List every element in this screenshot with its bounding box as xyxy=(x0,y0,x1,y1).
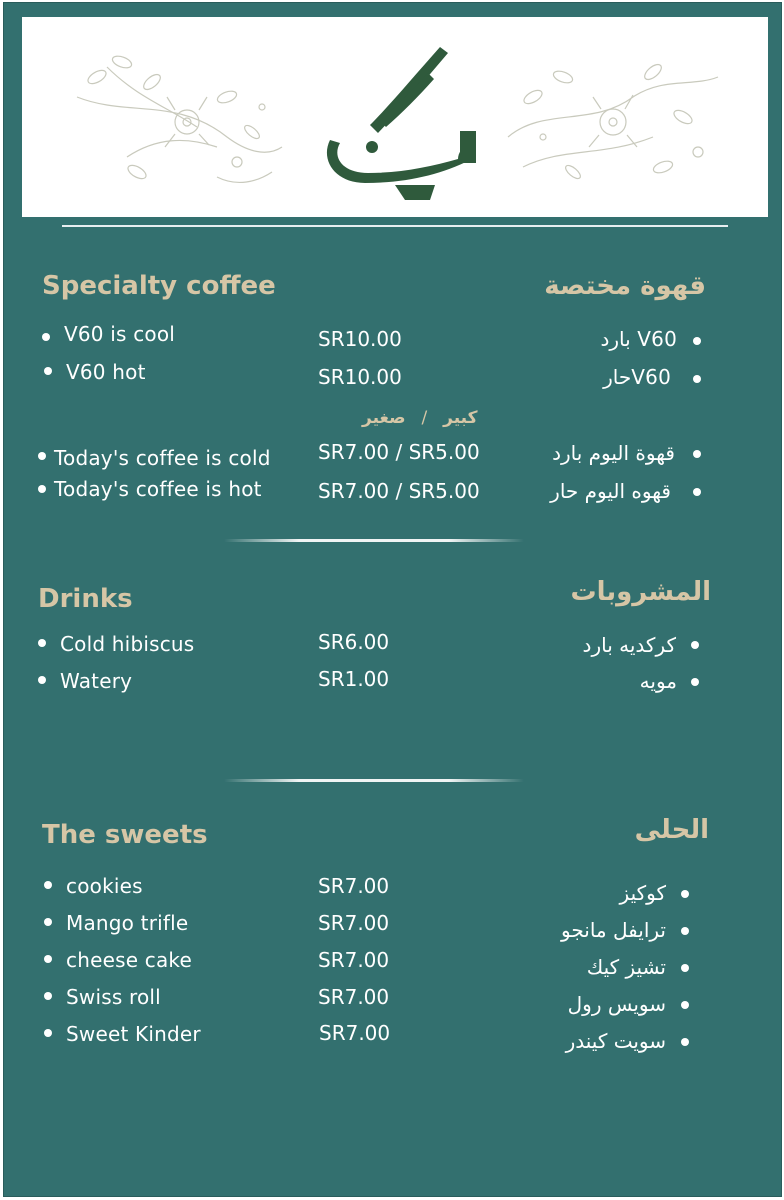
item-price: SR1.00 xyxy=(318,667,390,691)
item-name-ar: ترايفل مانجو xyxy=(561,918,666,942)
item-price: SR7.00 xyxy=(318,985,390,1009)
item-name-en: Swiss roll xyxy=(66,985,161,1009)
item-name-en: Sweet Kinder xyxy=(66,1022,201,1046)
bullet-icon xyxy=(44,1029,52,1037)
item-name-en: Today's coffee is cold xyxy=(54,446,271,470)
item-name-ar: قهوة اليوم بارد xyxy=(552,441,675,465)
bullet-icon xyxy=(38,639,46,647)
bullet-icon xyxy=(44,955,52,963)
item-price: SR7.00 xyxy=(319,1021,391,1045)
bullet-icon xyxy=(44,881,52,889)
floral-ornament-left xyxy=(67,37,287,197)
bullet-icon xyxy=(681,890,689,898)
item-name-en: V60 hot xyxy=(66,360,146,384)
item-name-ar: كوكيز xyxy=(619,881,666,905)
menu-page xyxy=(3,2,782,1197)
brand-logo xyxy=(310,35,490,205)
header-divider xyxy=(62,225,728,227)
size-small-label: صغير xyxy=(362,408,406,428)
bullet-icon xyxy=(681,964,689,972)
item-name-ar: مويه xyxy=(639,669,677,693)
bullet-icon xyxy=(681,927,689,935)
item-price: SR7.00 xyxy=(318,874,390,898)
floral-ornament-right xyxy=(503,37,723,197)
section-title-sweets-ar: الحلى xyxy=(634,815,709,845)
item-name-ar: V60حار xyxy=(603,365,671,389)
item-name-ar: قهوه اليوم حار xyxy=(550,479,671,503)
bullet-icon xyxy=(691,678,699,686)
item-name-ar: تشيز كيك xyxy=(586,955,666,979)
bullet-icon xyxy=(693,375,701,383)
item-name-en: Cold hibiscus xyxy=(60,632,195,656)
bullet-icon xyxy=(44,918,52,926)
item-name-ar: كركديه بارد xyxy=(582,633,676,657)
item-price: SR7.00 / SR5.00 xyxy=(318,479,480,503)
item-name-en: Watery xyxy=(60,669,133,693)
bullet-icon xyxy=(681,1001,689,1009)
item-price: SR7.00 xyxy=(318,948,390,972)
item-name-ar: V60 بارد xyxy=(600,327,677,351)
item-name-ar: سويت كيندر xyxy=(565,1029,666,1053)
header-banner xyxy=(22,17,768,217)
section-title-sweets-en: The sweets xyxy=(42,820,208,850)
size-large-label: كبير xyxy=(443,408,478,428)
bullet-icon xyxy=(691,641,699,649)
item-name-en: cookies xyxy=(66,874,143,898)
bullet-icon xyxy=(38,485,46,493)
item-name-en: Mango trifle xyxy=(66,911,189,935)
bullet-icon xyxy=(44,992,52,1000)
bullet-icon xyxy=(681,1038,689,1046)
item-name-en: V60 is cool xyxy=(64,322,176,346)
bullet-icon xyxy=(693,488,701,496)
section-title-drinks-ar: المشروبات xyxy=(570,577,711,607)
item-name-en: Today's coffee is hot xyxy=(54,477,262,501)
item-price: SR7.00 / SR5.00 xyxy=(318,440,480,464)
item-price: SR6.00 xyxy=(318,630,390,654)
bullet-icon xyxy=(693,450,701,458)
size-separator: / xyxy=(421,408,428,428)
section-title-coffee-en: Specialty coffee xyxy=(42,271,276,301)
bullet-icon xyxy=(38,452,46,460)
bullet-icon xyxy=(42,333,50,341)
bullet-icon xyxy=(38,676,46,684)
section-divider xyxy=(224,779,524,782)
item-name-ar: سويس رول xyxy=(567,992,666,1016)
item-price: SR10.00 xyxy=(318,365,402,389)
bullet-icon xyxy=(44,367,52,375)
section-divider xyxy=(224,539,524,542)
item-price: SR7.00 xyxy=(318,911,390,935)
size-labels xyxy=(346,408,477,428)
section-title-coffee-ar: قهوة مختصة xyxy=(544,271,706,301)
bullet-icon xyxy=(693,337,701,345)
item-name-en: cheese cake xyxy=(66,948,192,972)
section-title-drinks-en: Drinks xyxy=(38,584,133,614)
item-price: SR10.00 xyxy=(318,327,402,351)
